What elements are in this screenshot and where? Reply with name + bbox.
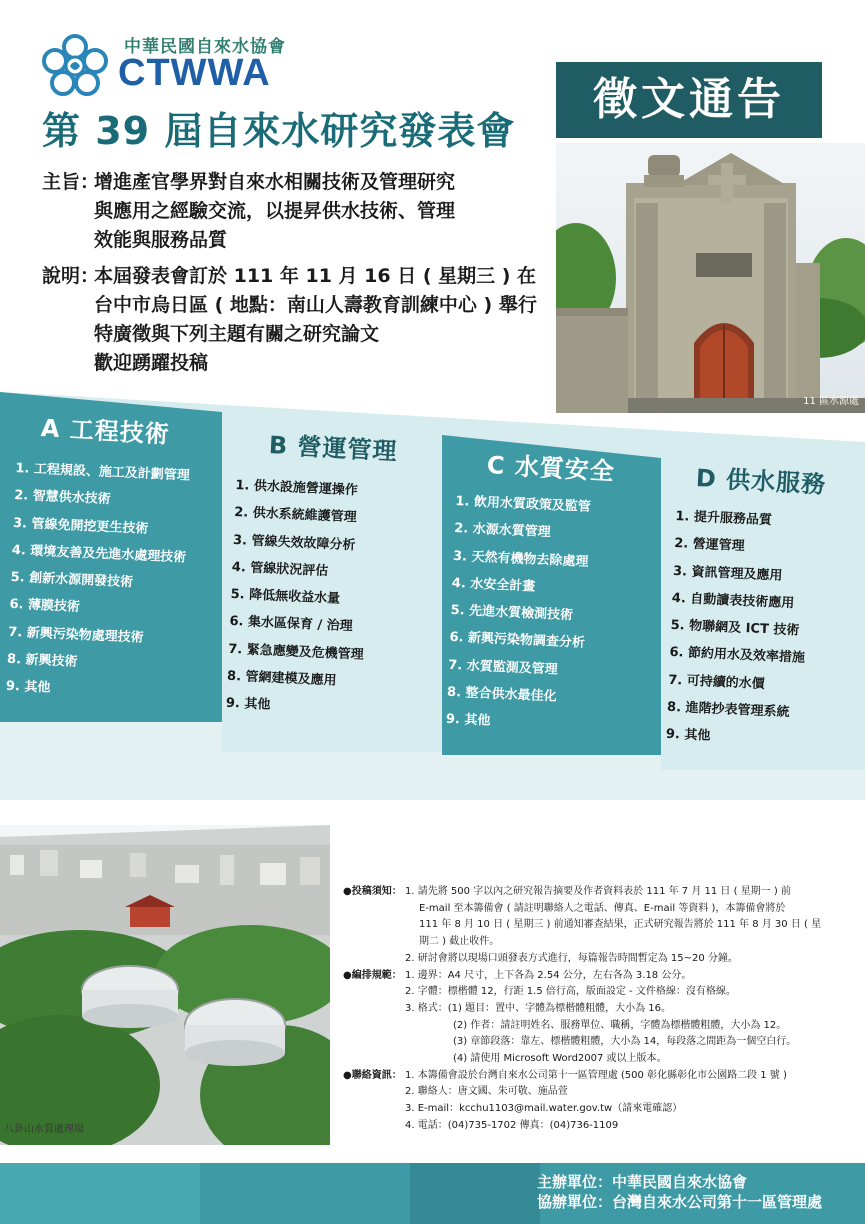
list-item: 9. 其他 bbox=[225, 696, 271, 714]
list-item: 8. 新興技術 bbox=[6, 651, 78, 670]
list-item: 3. 資訊管理及應用 bbox=[672, 563, 783, 584]
submission-info bbox=[343, 884, 858, 1135]
info-line: 期二 ) 截止收件。 bbox=[419, 936, 500, 948]
topic-list-a bbox=[5, 455, 190, 708]
submission-label: ●投稿須知： bbox=[343, 886, 402, 897]
list-item: 3. 管線失效故障分析 bbox=[232, 532, 356, 553]
info-line: 111 年 8 月 10 日 ( 星期三 ) 前通知審查結果，正式研究報告將於 111 年 8 月 30 日 ( 星 bbox=[419, 919, 822, 931]
topic-heading-d: D 供水服務 bbox=[695, 463, 827, 499]
list-item: 5. 創新水源開發技術 bbox=[10, 570, 134, 591]
list-item: 3. 管線免開挖更生技術 bbox=[12, 515, 149, 537]
list-item: 1. 提升服務品質 bbox=[675, 508, 773, 529]
description-line: 歡迎踴躍投稿 bbox=[94, 352, 209, 374]
list-item: 9. 其他 bbox=[665, 727, 711, 745]
list-item: 9. 其他 bbox=[5, 679, 51, 697]
list-item: 2. 智慧供水技術 bbox=[13, 488, 111, 508]
org-name-en: CTWWA bbox=[118, 52, 271, 94]
contact-phone: 4. 電話：(04)735-1702 傳真：(04)736-1109 bbox=[405, 1119, 619, 1131]
list-item: 8. 整合供水最佳化 bbox=[446, 684, 557, 705]
topic-list-c bbox=[445, 488, 591, 739]
list-item: 1. 工程規設、施工及計劃管理 bbox=[15, 460, 191, 484]
list-item: 4. 自動讀表技術應用 bbox=[671, 590, 795, 612]
list-item: 4. 水安全計畫 bbox=[451, 575, 536, 595]
topic-heading-a: A 工程技術 bbox=[40, 413, 171, 449]
list-item: 7. 新興污染物處理技術 bbox=[7, 624, 144, 646]
list-item: 1. 供水設施營運操作 bbox=[235, 477, 359, 499]
list-item: 2. 供水系統維護管理 bbox=[233, 505, 357, 526]
info-line: 1. 邊界：A4 尺寸，上下各為 2.54 公分，左右各為 3.18 公分。 bbox=[405, 969, 692, 981]
footer-host: 主辦單位：中華民國自來水協會 bbox=[537, 1173, 748, 1191]
list-item: 7. 緊急應變及危機管理 bbox=[227, 641, 364, 663]
info-line: 1. 本籌備會設於台灣自來水公司第十一區管理處 (500 彰化縣彰化市公園路二段 1 號 ) bbox=[405, 1069, 787, 1081]
list-item: 2. 水源水質管理 bbox=[453, 521, 551, 541]
photo-aerial-reservoir bbox=[0, 825, 330, 1145]
photo-water-station bbox=[556, 143, 865, 413]
info-line: (2) 作者：請註明姓名、服務單位、職稱，字體為標楷體粗體，大小為 12。 bbox=[453, 1019, 787, 1031]
list-item: 4. 管線狀況評估 bbox=[231, 559, 329, 580]
org-name-cn: 中華民國自來水協會 bbox=[124, 37, 286, 57]
description-label: 說明： bbox=[42, 265, 100, 287]
topic-list-d bbox=[665, 503, 811, 754]
water-station-illustration bbox=[556, 143, 865, 413]
list-item: 8. 進階抄表管理系統 bbox=[666, 699, 790, 721]
footer-decor-strip bbox=[410, 1163, 540, 1224]
info-line: 2. 字體：標楷體 12，行距 1.5 倍行高，版面設定 - 文件格線：沒有格線。 bbox=[405, 986, 736, 998]
aerial-reservoir-illustration bbox=[0, 825, 330, 1145]
footer-cohost: 協辦單位：台灣自來水公司第十一區管理處 bbox=[537, 1193, 823, 1211]
purpose-line: 增進產官學界對自來水相關技術及管理研究 bbox=[94, 171, 456, 193]
list-item: 6. 新興污染物調查分析 bbox=[449, 630, 586, 652]
contact-email: 3. E-mail：kcchu1103@mail.water.gov.tw（請來電確認） bbox=[405, 1103, 683, 1115]
list-item: 3. 天然有機物去除處理 bbox=[452, 548, 589, 570]
list-item: 6. 集水區保育 / 治理 bbox=[229, 614, 353, 635]
info-line: 2. 聯絡人：唐文國、朱可敬、施品萱 bbox=[405, 1086, 568, 1098]
format-label: ●編排規範： bbox=[343, 969, 402, 981]
list-item: 4. 環境友善及先進水處理技術 bbox=[11, 542, 187, 566]
list-item: 9. 其他 bbox=[445, 712, 491, 730]
purpose-line: 效能與服務品質 bbox=[94, 229, 228, 251]
info-line: E-mail 至本籌備會 ( 請註明聯絡人之電話、傳真、E-mail 等資料 )，本籌備會將於 bbox=[419, 902, 786, 914]
info-line: (4) 請使用 Microsoft Word2007 或以上版本。 bbox=[453, 1053, 667, 1065]
photo-top-caption: 11 區水源處 bbox=[803, 396, 859, 407]
format-rules bbox=[343, 968, 858, 1068]
topic-heading-b: B 營運管理 bbox=[268, 430, 399, 466]
purpose-label: 主旨： bbox=[42, 171, 100, 193]
contact-info bbox=[343, 1068, 858, 1135]
call-for-papers-badge: 徵文通告 bbox=[556, 62, 822, 138]
info-line: 1. 請先將 500 字以內之研究報告摘要及作者資料表於 111 年 7 月 11 日 ( 星期一 ) 前 bbox=[405, 886, 791, 897]
description-line: 台中市烏日區 ( 地點：南山人壽教育訓練中心 ) 舉行 bbox=[94, 294, 537, 316]
submission-notes bbox=[343, 884, 858, 968]
org-logo bbox=[42, 30, 286, 100]
info-line: (3) 章節段落：靠左、標楷體粗體，大小為 14，每段落之間距為一個空白行。 bbox=[453, 1036, 797, 1048]
purpose-line: 與應用之經驗交流，以提昇供水技術、管理 bbox=[94, 200, 456, 222]
topic-heading-c: C 水質安全 bbox=[486, 450, 616, 486]
footer-bar bbox=[0, 1163, 865, 1224]
photo-bottom-caption: 八卦山水質處理場 bbox=[4, 1124, 84, 1135]
list-item: 2. 營運管理 bbox=[673, 536, 745, 555]
list-item: 6. 薄膜技術 bbox=[9, 597, 81, 616]
contact-label: ●聯絡資訊： bbox=[343, 1069, 402, 1081]
list-item: 1. 飲用水質政策及監管 bbox=[455, 493, 592, 515]
list-item: 5. 先進水質檢測技術 bbox=[450, 603, 574, 624]
list-item: 6. 節約用水及效率措施 bbox=[669, 645, 806, 667]
info-line: 3. 格式：(1) 題目：置中、字體為標楷體粗體，大小為 16。 bbox=[405, 1002, 671, 1014]
description-line: 特廣徵與下列主題有關之研究論文 bbox=[94, 323, 380, 345]
list-item: 8. 管網建模及應用 bbox=[226, 668, 337, 689]
footer-decor-strip bbox=[0, 1163, 200, 1224]
plum-blossom-logo-icon bbox=[42, 34, 108, 96]
description-line: 本屆發表會訂於 111 年 11 月 16 日 ( 星期三 ) 在 bbox=[94, 265, 537, 287]
info-line: 2. 研討會將以現場口頭發表方式進行，每篇報告時間暫定為 15~20 分鐘。 bbox=[405, 952, 738, 964]
list-item: 7. 可持續的水價 bbox=[667, 672, 766, 692]
list-item: 7. 水質監測及管理 bbox=[447, 657, 559, 678]
page-title: 第 39 屆自來水研究發表會 bbox=[42, 109, 516, 153]
topic-list-b bbox=[225, 472, 371, 723]
list-item: 5. 降低無收益水量 bbox=[230, 587, 341, 607]
list-item: 5. 物聯網及 ICT 技術 bbox=[670, 618, 800, 639]
